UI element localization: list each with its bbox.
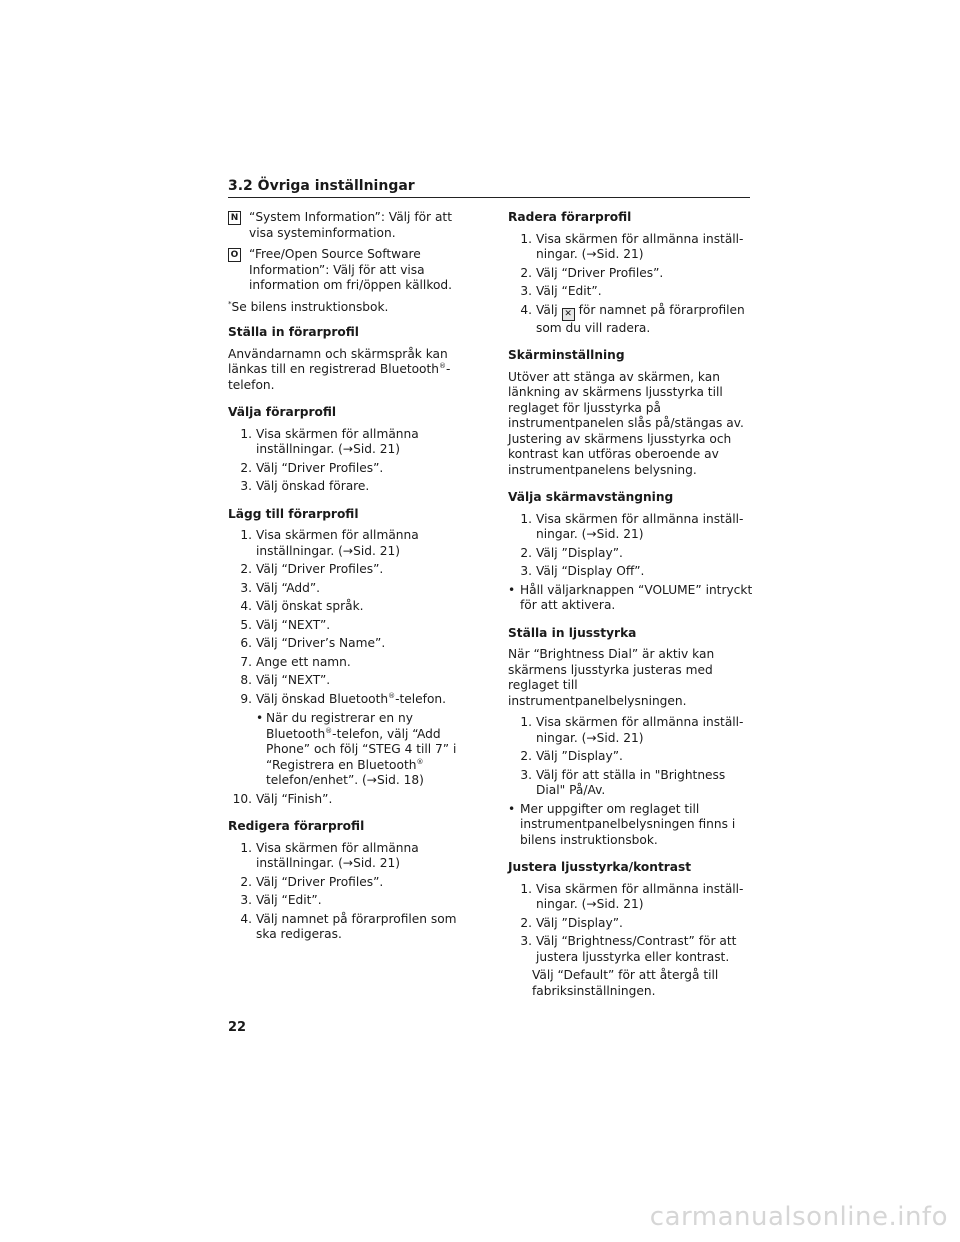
step-number: 6.	[240, 636, 252, 650]
step-number: 2.	[240, 874, 252, 889]
registered-mark: ®	[388, 691, 396, 700]
step-number: 5.	[240, 617, 252, 632]
step-text: Välj ”Display”.	[536, 915, 623, 930]
bullet-item	[508, 802, 753, 849]
step9-text-end: -telefon.	[395, 691, 447, 706]
step-text: Välj “Edit”.	[256, 893, 322, 907]
step-number: 2.	[520, 915, 532, 930]
step	[508, 512, 753, 543]
profile-para-text: Användarnamn och skärmspråk kan länkas till en registrerad Bluetooth	[228, 346, 448, 376]
step	[228, 461, 478, 477]
item-badge-o: O	[228, 248, 241, 262]
heading-screen-settings: Skärminställning	[508, 348, 625, 362]
step	[228, 692, 478, 708]
step-number: 2.	[520, 545, 532, 560]
item-badge-n: N	[228, 211, 241, 225]
step-text: Välj för att ställa in "Brightness Dial" På/Av.	[536, 767, 726, 797]
delete-steps	[508, 232, 753, 337]
step-number: 4.	[240, 911, 252, 926]
contrast-note: Välj “Default” för att återgå till fabriksinställningen.	[532, 968, 719, 998]
heading-delete-profile: Radera förarprofil	[508, 210, 632, 224]
bullet-text: Mer uppgifter om reglaget till instrumentpanelbelysningen finns i bilens instruktionsbok.	[520, 801, 736, 847]
heading-edit-profile: Redigera förarprofil	[228, 819, 365, 833]
step-text: Välj “Driver’s Name”.	[256, 636, 386, 650]
step-number: 3.	[520, 934, 532, 948]
step-text	[536, 303, 753, 337]
section-title: 3.2 Övriga inställningar	[228, 178, 750, 198]
heading-select-profile: Välja förarprofil	[228, 405, 337, 419]
edit-steps	[228, 841, 478, 943]
step-text: Välj “NEXT”.	[256, 617, 331, 632]
step-text: Visa skärmen för allmänna inställningar. (→Sid. 21)	[256, 426, 419, 456]
brightness-steps	[508, 715, 753, 799]
step-number: 3.	[240, 893, 252, 907]
step	[228, 893, 478, 909]
step-number: 4.	[240, 599, 252, 613]
bullet-dot: •	[508, 582, 516, 597]
contrast-steps	[508, 882, 753, 966]
step-text	[256, 692, 478, 708]
step-text: Välj “Brightness/Contrast” för att justera ljusstyrka eller kontrast.	[536, 934, 737, 964]
off-steps	[508, 512, 753, 580]
heading-contrast: Justera ljusstyrka/kontrast	[508, 860, 692, 874]
step-number: 8.	[240, 673, 252, 687]
left-column	[228, 210, 478, 946]
step	[228, 528, 478, 559]
heading-screen-off: Välja skärmavstängning	[508, 490, 674, 504]
step	[228, 562, 478, 578]
step	[508, 284, 753, 300]
step	[508, 546, 753, 562]
sub-bullet	[256, 711, 478, 789]
step-text: Välj “Finish”.	[256, 791, 333, 806]
heading-brightness: Ställa in ljusstyrka	[508, 625, 637, 640]
profile-paragraph	[228, 347, 478, 394]
watermark: carmanualsonline.info	[649, 1202, 948, 1232]
select-steps	[228, 427, 478, 495]
step-number: 4.	[520, 302, 532, 317]
step-text: Välj “Add”.	[256, 580, 321, 595]
step-number: 1.	[520, 511, 532, 526]
page-number: 22	[228, 1020, 247, 1035]
step	[228, 427, 478, 458]
step-number: 1.	[240, 528, 252, 542]
step-text: Visa skärmen för allmänna inställningar. (→Sid. 21)	[256, 528, 419, 558]
step	[508, 768, 753, 799]
footnote-text: Se bilens instruktionsbok.	[231, 299, 389, 314]
delete-icon: ✕	[562, 308, 575, 321]
step	[228, 618, 478, 634]
step	[508, 564, 753, 580]
step-text: Visa skärmen för allmänna inställningar. (→Sid. 21)	[256, 840, 419, 870]
screen-paragraph: Utöver att stänga av skärmen, kan länkning av skärmens ljusstyrka till reglaget för ljusstyrka på instrumentpanelen slås på/stängas av. Justering av skärmens ljusstyrka och kontrast kan utföras oberoende av instrumentpanelens belysning.	[508, 369, 744, 477]
step	[228, 792, 478, 808]
step-text: Välj “Display Off”.	[536, 564, 645, 578]
step	[228, 875, 478, 891]
step	[228, 599, 478, 615]
brightness-paragraph: När “Brightness Dial” är aktiv kan skärmens ljusstyrka justeras med reglaget till instrumentpanelbelysningen.	[508, 647, 715, 708]
step-text: Välj “Driver Profiles”.	[256, 460, 384, 475]
step-number: 3.	[520, 564, 532, 578]
step	[228, 655, 478, 671]
step-text: Välj “NEXT”.	[256, 673, 331, 687]
step-text: Visa skärmen för allmänna inställ- ningar. (→Sid. 21)	[536, 715, 744, 745]
profile-para-text-end: -telefon.	[228, 362, 451, 392]
step	[228, 841, 478, 872]
step-text: Välj “Driver Profiles”.	[256, 562, 384, 576]
step	[228, 636, 478, 652]
step-text: Välj ”Display”.	[536, 545, 623, 560]
registered-mark: ®	[439, 361, 447, 370]
footnote	[228, 300, 478, 316]
step	[508, 916, 753, 932]
step-number: 2.	[240, 460, 252, 475]
list-item	[228, 210, 478, 241]
footnote-mark: *	[228, 299, 232, 308]
step-number: 1.	[520, 231, 532, 246]
add-steps	[228, 528, 478, 707]
step	[508, 749, 753, 765]
step-number: 1.	[520, 881, 532, 896]
step	[228, 479, 478, 495]
step	[508, 715, 753, 746]
list-item	[228, 247, 478, 294]
step-text: Välj “Driver Profiles”.	[256, 874, 384, 889]
step-number: 2.	[240, 562, 252, 576]
registered-mark: ®	[416, 757, 424, 766]
step-number: 3.	[520, 284, 532, 298]
sub-bullet-text	[266, 711, 478, 789]
registered-mark: ®	[325, 726, 333, 735]
step-text: Välj önskat språk.	[256, 599, 364, 613]
delete-step4-text: Välj	[536, 302, 558, 317]
step-number: 1.	[240, 426, 252, 441]
step-text: Ange ett namn.	[256, 654, 351, 669]
sub-text-b: -telefon, välj “Add Phone” och följ “STEG 4 till 7” i “Registrera en Bluetooth	[266, 726, 457, 772]
add-steps-end	[228, 792, 478, 808]
step-number: 1.	[520, 715, 532, 729]
step-number: 2.	[520, 265, 532, 280]
step-text: Välj “Edit”.	[536, 284, 602, 298]
bullet-dot: •	[256, 711, 264, 725]
bullet-item	[508, 583, 753, 614]
step-text: Visa skärmen för allmänna inställ- ningar. (→Sid. 21)	[536, 231, 744, 261]
step-number: 7.	[240, 654, 252, 669]
step-text: Visa skärmen för allmänna inställ- ningar. (→Sid. 21)	[536, 511, 744, 541]
delete-step4-text-end: för namnet på förarprofilen som du vill radera.	[536, 302, 745, 335]
step	[228, 912, 478, 943]
bullet-dot: •	[508, 801, 516, 816]
right-column	[508, 210, 753, 999]
step	[508, 266, 753, 282]
step	[508, 232, 753, 263]
step-number: 2.	[520, 749, 532, 763]
step-text: Välj “Driver Profiles”.	[536, 265, 664, 280]
step9-text: Välj önskad Bluetooth	[256, 691, 389, 706]
step-text: Välj namnet på förarprofilen som ska redigeras.	[256, 911, 457, 941]
step-number: 3.	[240, 580, 252, 595]
step-number: 1.	[240, 840, 252, 855]
heading-profile: Ställa in förarprofil	[228, 325, 359, 339]
sub-text-a: När du registrerar en ny Bluetooth	[266, 711, 413, 741]
step	[508, 934, 753, 965]
step	[228, 581, 478, 597]
step-number: 9.	[240, 691, 252, 706]
step-text: Välj ”Display”.	[536, 749, 623, 763]
step	[228, 673, 478, 689]
step-number: 10.	[232, 791, 252, 806]
item-text: “System Information”: Välj för att visa systeminformation.	[249, 210, 452, 240]
step-text: Välj önskad förare.	[256, 479, 370, 493]
step-number: 3.	[240, 479, 252, 493]
step	[508, 303, 753, 337]
item-text: “Free/Open Source Software Information”: Välj för att visa information om fri/öppen källkod.	[249, 247, 453, 292]
step-number: 3.	[520, 767, 532, 782]
sub-text-c: telefon/enhet”. (→Sid. 18)	[266, 773, 424, 787]
step-text: Visa skärmen för allmänna inställ- ningar. (→Sid. 21)	[536, 881, 744, 911]
bullet-text: Håll väljarknappen “VOLUME” intryckt för att aktivera.	[520, 582, 753, 612]
heading-add-profile: Lägg till förarprofil	[228, 506, 359, 521]
step	[508, 882, 753, 913]
